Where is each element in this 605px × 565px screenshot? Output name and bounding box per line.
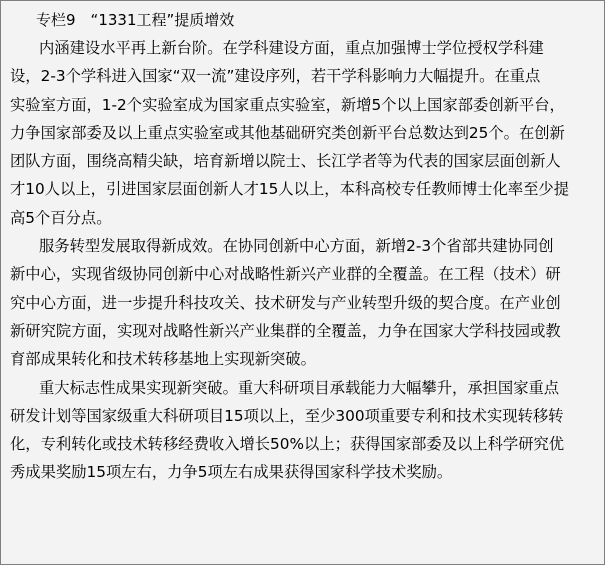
box-title: 专栏9 “1331工程”提质增效	[36, 11, 235, 29]
paragraph-line: 高5个百分点。	[10, 208, 112, 227]
paragraph-line: 实验室方面，1-2个实验室成为国家重点实验室，新增5个以上国家部委创新平台，	[10, 95, 565, 114]
paragraph-line: 育部成果转化和技术转移基地上实现新突破。	[10, 350, 316, 369]
paragraph-line: 重大标志性成果实现新突破。重大科研项目承载能力大幅攀升，承担国家重点	[39, 378, 560, 397]
paragraph-line: 新中心，实现省级协同创新中心对战略性新兴产业群的全覆盖。在工程（技术）研	[10, 265, 561, 284]
paragraph-line: 内涵建设水平再上新台阶。在学科建设方面，重点加强博士学位授权学科建	[39, 39, 544, 57]
paragraph-line: 服务转型发展取得新成效。在协同创新中心方面，新增2-3个省部共建协同创	[39, 237, 554, 256]
paragraph-line: 团队方面，围绕高精尖缺，培育新增以院士、长江学者等为代表的国家层面创新人	[10, 152, 561, 171]
paragraph-line: 才10人以上，引进国家层面创新人才15人以上，本科高校专任教师博士化率至少提	[10, 180, 570, 199]
box-content	[10, 9, 598, 487]
paragraph-line: 研发计划等国家级重大科研项目15项以上，至少300项重要专利和技术实现转移转	[10, 406, 564, 425]
paragraph-connotation	[10, 34, 598, 232]
paragraph-line: 力争国家部委及以上重点实验室或其他基础研究类创新平台总数达到25个。在创新	[10, 123, 565, 142]
paragraph-service-transformation	[10, 232, 598, 373]
paragraph-line: 设，2-3个学科进入国家“双一流”建设序列，若干学科影响力大幅提升。在重点	[10, 67, 541, 86]
paragraph-line: 究中心方面，进一步提升科技攻关、技术研发与产业转型升级的契合度。在产业创	[10, 293, 561, 312]
paragraph-major-achievements	[10, 374, 598, 487]
paragraph-line: 化，专利转化或技术转移经费收入增长50%以上；获得国家部委及以上科学研究优	[10, 435, 565, 454]
paragraph-line: 秀成果奖励15项左右，力争5项左右成果获得国家科学技术奖励。	[10, 463, 453, 482]
paragraph-line: 新研究院方面，实现对战略性新兴产业集群的全覆盖，力争在国家大学科技园或教	[10, 321, 561, 340]
